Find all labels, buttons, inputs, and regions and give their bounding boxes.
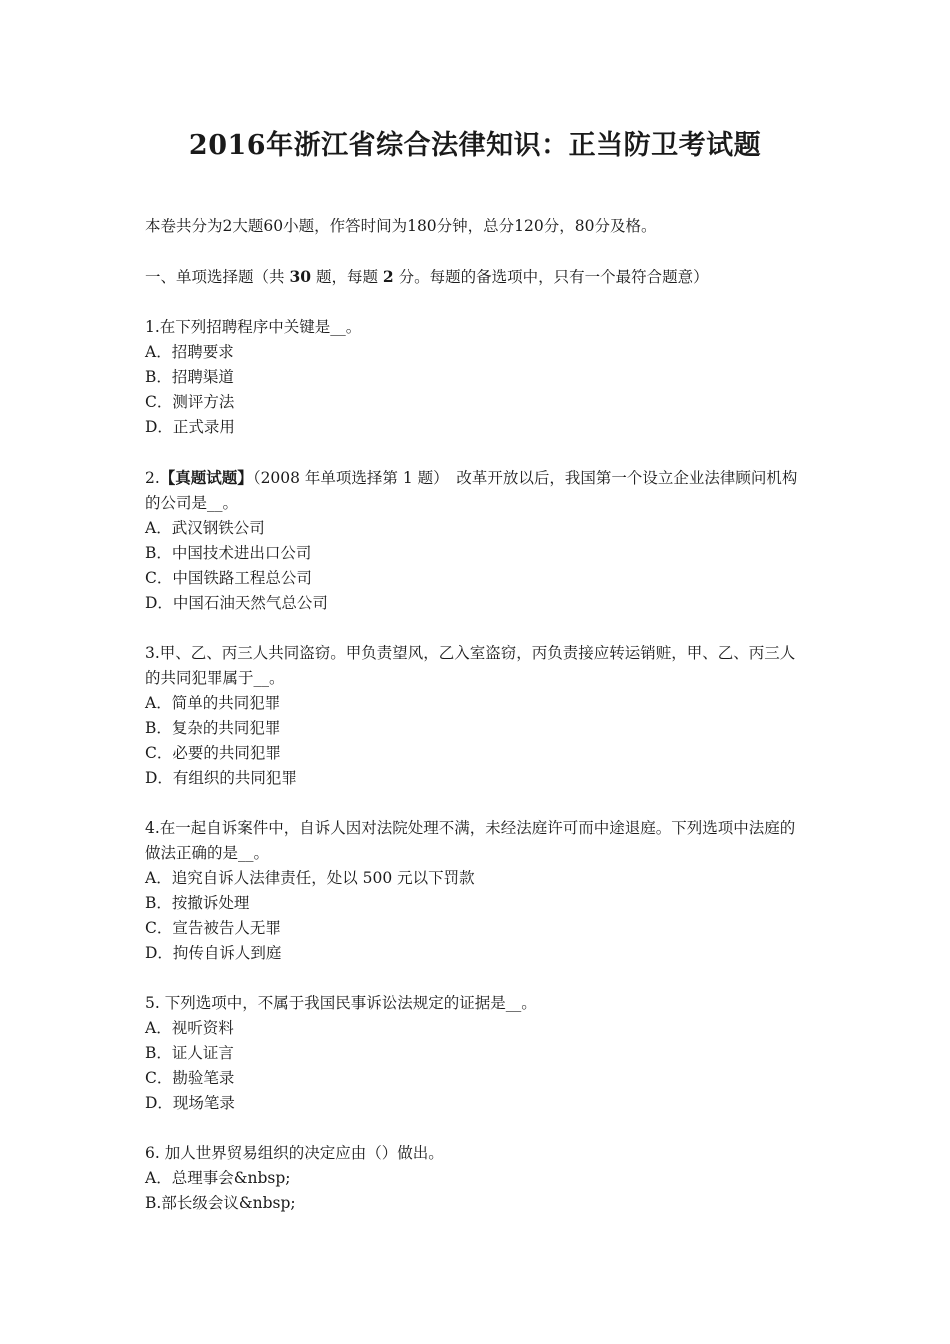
option-b: B．招聘渠道 [145, 368, 234, 386]
section-heading-mid: 题，每题 [311, 268, 383, 286]
option-d: D．中国石油天然气总公司 [145, 594, 328, 612]
question-stem: 4.在一起自诉案件中，自诉人因对法院处理不满，未经法庭许可而中途退庭。下列选项中法庭的做法正确的是__。 [145, 819, 796, 862]
section-heading [145, 264, 810, 290]
option-b: B．中国技术进出口公司 [145, 544, 312, 562]
option-a: A．简单的共同犯罪 [145, 694, 281, 712]
option-a: A．武汉钢铁公司 [145, 519, 265, 537]
question-stem: 6. 加人世界贸易组织的决定应由（）做出。 [145, 1144, 444, 1162]
question-number: 2. [145, 469, 160, 487]
document-title: 2016年浙江省综合法律知识：正当防卫考试题 [188, 130, 762, 161]
option-d: D．有组织的共同犯罪 [145, 769, 297, 787]
section-points: 2 [382, 267, 394, 286]
option-a: A．追究自诉人法律责任，处以 500 元以下罚款 [145, 869, 475, 887]
option-b: B.部长级会议&nbsp; [145, 1194, 296, 1212]
option-c: C．勘验笔录 [145, 1069, 235, 1087]
question-stem-text: （2008 年单项选择第 1 题） 改革开放以后，我国第一个设立企业法律顾问机构的公司是__。 [145, 469, 798, 512]
option-c: C．必要的共同犯罪 [145, 744, 281, 762]
question-2 [145, 465, 810, 616]
option-d: D．正式录用 [145, 418, 235, 436]
question-6 [145, 1141, 810, 1216]
option-a: A．视听资料 [145, 1019, 234, 1037]
option-c: C．测评方法 [145, 393, 235, 411]
option-b: B．证人证言 [145, 1044, 234, 1062]
option-a: A．招聘要求 [145, 343, 234, 361]
question-tag: 【真题试题】 [159, 468, 253, 487]
option-d: D．拘传自诉人到庭 [145, 944, 282, 962]
intro-text: 本卷共分为2大题60小题，作答时间为180分钟，总分120分，80分及格。 [145, 217, 657, 235]
option-b: B．复杂的共同犯罪 [145, 719, 281, 737]
question-3 [145, 641, 810, 791]
question-1 [145, 315, 810, 440]
section-question-count: 30 [289, 267, 312, 286]
question-stem: 5. 下列选项中，不属于我国民事诉讼法规定的证据是__。 [145, 994, 537, 1012]
question-5 [145, 991, 810, 1116]
section-heading-prefix: 一、单项选择题（共 [145, 268, 290, 286]
document-body [145, 214, 810, 1216]
section-heading-suffix: 分。每题的备选项中，只有一个最符合题意） [393, 268, 709, 286]
question-stem [145, 465, 810, 516]
question-stem: 3.甲、乙、丙三人共同盗窃。甲负责望风，乙入室盗窃，丙负责接应转运销赃，甲、乙、丙三人的共同犯罪属于__。 [145, 644, 796, 687]
option-d: D．现场笔录 [145, 1094, 235, 1112]
option-c: C．中国铁路工程总公司 [145, 569, 312, 587]
option-c: C．宣告被告人无罪 [145, 919, 281, 937]
option-b: B．按撤诉处理 [145, 894, 250, 912]
option-a: A．总理事会&nbsp; [145, 1169, 291, 1187]
question-stem: 1.在下列招聘程序中关键是__。 [145, 318, 362, 336]
question-4 [145, 816, 810, 966]
